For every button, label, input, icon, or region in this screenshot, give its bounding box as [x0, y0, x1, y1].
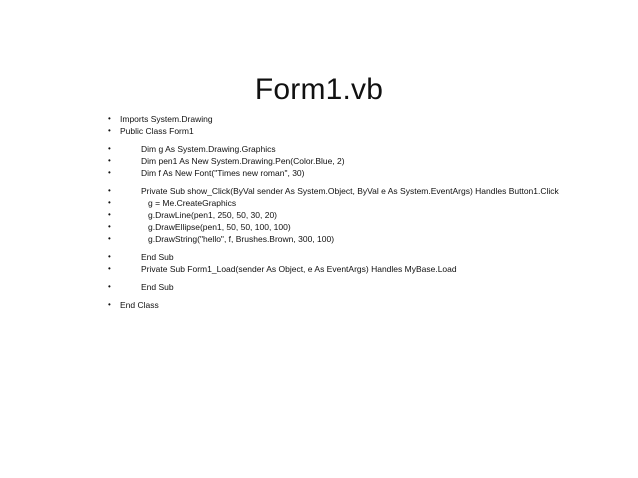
- code-line: [108, 233, 628, 245]
- bullet-icon: •: [108, 300, 111, 309]
- code-line: [108, 221, 628, 233]
- code-line-text: g.DrawString("hello", f, Brushes.Brown, 300, 100): [148, 234, 335, 244]
- bullet-icon: •: [108, 264, 111, 273]
- bullet-icon: •: [108, 252, 111, 261]
- code-line-text: g.DrawLine(pen1, 250, 50, 30, 20): [148, 210, 278, 220]
- code-line: [108, 113, 628, 125]
- code-line-text: Public Class Form1: [120, 126, 194, 136]
- code-listing: [108, 113, 628, 311]
- slide-title: Form1.vb: [254, 73, 384, 106]
- code-line: [108, 125, 628, 137]
- bullet-icon: •: [108, 234, 111, 243]
- bullet-icon: •: [108, 144, 111, 153]
- bullet-icon: •: [108, 186, 111, 195]
- code-line-text: Private Sub show_Click(ByVal sender As System.Object, ByVal e As System.EventArgs) Handles Button1.Click: [141, 186, 559, 196]
- bullet-icon: •: [108, 198, 111, 207]
- code-line-text: g.DrawEllipse(pen1, 50, 50, 100, 100): [148, 222, 291, 232]
- bullet-icon: •: [108, 126, 111, 135]
- code-line: [108, 197, 628, 209]
- code-line-text: End Class: [120, 300, 159, 310]
- code-line-text: Dim pen1 As New System.Drawing.Pen(Color.Blue, 2): [141, 156, 345, 166]
- code-line-text: g = Me.CreateGraphics: [148, 198, 237, 208]
- code-line-text: Private Sub Form1_Load(sender As Object, e As EventArgs) Handles MyBase.Load: [141, 264, 457, 274]
- bullet-icon: •: [108, 156, 111, 165]
- bullet-icon: •: [108, 168, 111, 177]
- code-line: [108, 209, 628, 221]
- code-line-text: End Sub: [141, 252, 174, 262]
- code-line: [108, 185, 628, 197]
- code-line: [108, 143, 628, 155]
- code-line-text: Imports System.Drawing: [120, 114, 213, 124]
- code-line: [108, 155, 628, 167]
- code-line: [108, 263, 628, 275]
- bullet-icon: •: [108, 114, 111, 123]
- code-line-text: End Sub: [141, 282, 174, 292]
- code-line: [108, 299, 628, 311]
- code-line-text: Dim g As System.Drawing.Graphics: [141, 144, 276, 154]
- code-line-text: Dim f As New Font("Times new roman", 30): [141, 168, 305, 178]
- bullet-icon: •: [108, 282, 111, 291]
- code-line: [108, 251, 628, 263]
- code-line: [108, 281, 628, 293]
- bullet-icon: •: [108, 222, 111, 231]
- bullet-icon: •: [108, 210, 111, 219]
- code-line: [108, 167, 628, 179]
